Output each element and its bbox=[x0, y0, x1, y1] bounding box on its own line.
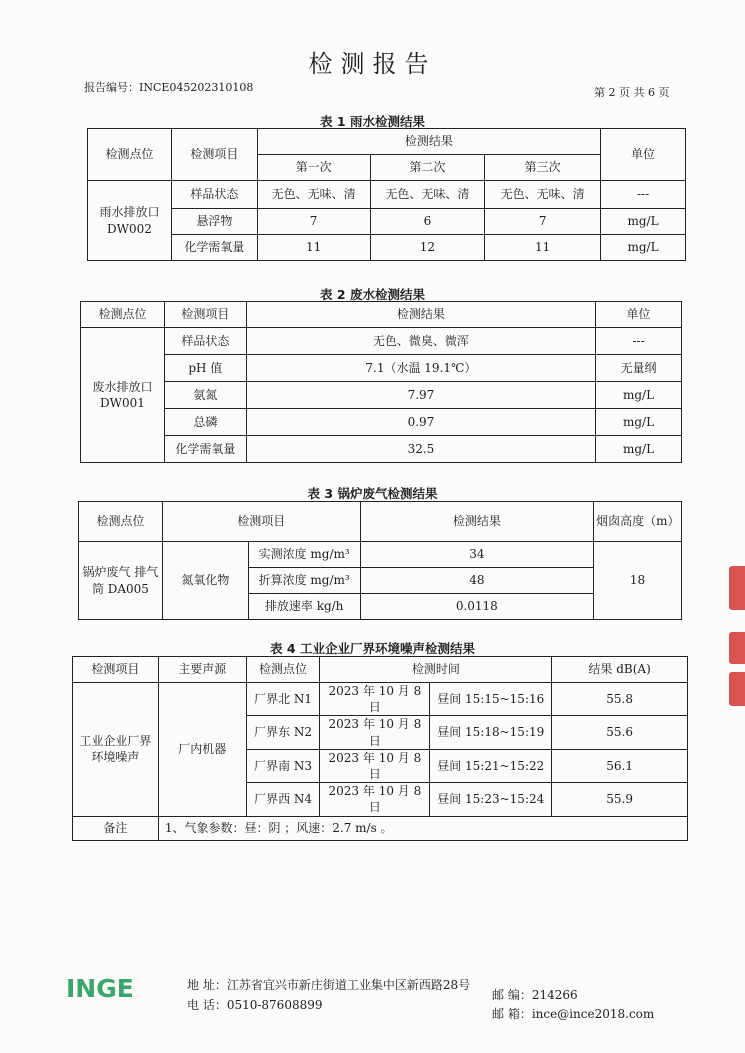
table1-caption: 表 1 雨水检测结果 bbox=[320, 114, 425, 129]
header-round-3: 第三次 bbox=[485, 155, 601, 181]
header-point: 检测点位 bbox=[246, 657, 320, 683]
remark-label: 备注 bbox=[73, 816, 159, 840]
table4-caption: 表 4 工业企业厂界环境噪声检测结果 bbox=[270, 641, 475, 656]
table-cell: 0.0118 bbox=[360, 594, 594, 620]
table-cell: 昼间 15:21~15:22 bbox=[430, 749, 552, 782]
header-item: 检测项目 bbox=[171, 129, 257, 181]
header-source: 主要声源 bbox=[158, 657, 246, 683]
table-cell: 2023 年 10 月 8 日 bbox=[320, 683, 430, 716]
table-cell: 昼间 15:23~15:24 bbox=[430, 783, 552, 816]
table-cell: 34 bbox=[360, 542, 594, 568]
page-info: 第 2 页 共 6 页 bbox=[594, 86, 670, 99]
table-cell: 实测浓度 mg/m³ bbox=[248, 542, 360, 568]
table-cell: 无色、无味、清 bbox=[485, 181, 601, 209]
table-cell: 化学需氧量 bbox=[171, 235, 257, 261]
table-cell: --- bbox=[596, 328, 682, 355]
table-cell: 昼间 15:15~15:16 bbox=[430, 683, 552, 716]
header-result: 检测结果 bbox=[257, 129, 600, 155]
table-cell: 氨氮 bbox=[164, 382, 246, 409]
table-cell: 48 bbox=[360, 568, 594, 594]
header-result: 结果 dB(A) bbox=[552, 657, 688, 683]
header-height: 烟囱高度（m） bbox=[594, 502, 682, 542]
noise-table bbox=[72, 656, 688, 841]
email: 邮 箱：ince@ince2018.com bbox=[492, 1007, 655, 1021]
table-cell: 55.9 bbox=[552, 783, 688, 816]
table3-caption: 表 3 锅炉废气检测结果 bbox=[307, 486, 438, 501]
header-item: 检测项目 bbox=[164, 302, 246, 328]
logo-text: INGE bbox=[66, 974, 134, 1002]
table-cell: 11 bbox=[257, 235, 370, 261]
header-point: 检测点位 bbox=[79, 502, 163, 542]
stamp-fragment bbox=[729, 632, 745, 664]
table-cell: 6 bbox=[370, 209, 485, 235]
remark-text: 1、气象参数：昼：阴 ；风速：2.7 m/s 。 bbox=[158, 816, 687, 840]
boiler-exhaust-table bbox=[78, 501, 682, 620]
header-item: 检测项目 bbox=[73, 657, 159, 683]
table-cell: --- bbox=[601, 181, 686, 209]
table-cell: 0.97 bbox=[246, 409, 595, 436]
table-cell: 无色、无味、清 bbox=[370, 181, 485, 209]
table-cell: mg/L bbox=[601, 209, 686, 235]
table-cell: mg/L bbox=[601, 235, 686, 261]
table-cell: 样品状态 bbox=[164, 328, 246, 355]
phone: 电 话：0510-87608899 bbox=[187, 998, 323, 1012]
header-result: 检测结果 bbox=[246, 302, 595, 328]
sampling-point: 废水排放口 DW001 bbox=[81, 328, 165, 463]
report-number: 报告编号：INCE045202310108 bbox=[84, 81, 254, 94]
address: 地 址：江苏省宜兴市新庄街道工业集中区新西路28号 bbox=[187, 978, 471, 992]
noise-source: 厂内机器 bbox=[158, 683, 246, 817]
sampling-point: 雨水排放口 DW002 bbox=[88, 181, 172, 261]
table-cell: 悬浮物 bbox=[171, 209, 257, 235]
sampling-point: 锅炉废气 排气筒 DA005 bbox=[79, 542, 163, 620]
header-result: 检测结果 bbox=[360, 502, 594, 542]
header-point: 检测点位 bbox=[81, 302, 165, 328]
table-cell: 厂界东 N2 bbox=[246, 716, 320, 749]
table-cell: 昼间 15:18~15:19 bbox=[430, 716, 552, 749]
table-cell: 无量纲 bbox=[596, 355, 682, 382]
table-cell: 56.1 bbox=[552, 749, 688, 782]
table-cell: 2023 年 10 月 8 日 bbox=[320, 716, 430, 749]
table-cell: 厂界南 N3 bbox=[246, 749, 320, 782]
table-cell: 32.5 bbox=[246, 436, 595, 463]
postcode: 邮 编：214266 bbox=[492, 988, 578, 1002]
table2-caption: 表 2 废水检测结果 bbox=[320, 287, 425, 302]
table-cell: 厂界西 N4 bbox=[246, 783, 320, 816]
header-time: 检测时间 bbox=[320, 657, 552, 683]
table-cell: 折算浓度 mg/m³ bbox=[248, 568, 360, 594]
table-cell: mg/L bbox=[596, 436, 682, 463]
header-unit: 单位 bbox=[596, 302, 682, 328]
header-round-2: 第二次 bbox=[370, 155, 485, 181]
table-cell: 无色、无味、清 bbox=[257, 181, 370, 209]
rainwater-table bbox=[87, 128, 686, 261]
table-cell: 12 bbox=[370, 235, 485, 261]
table-cell: 2023 年 10 月 8 日 bbox=[320, 783, 430, 816]
table-cell: 55.6 bbox=[552, 716, 688, 749]
table-cell: 7 bbox=[485, 209, 601, 235]
table-cell: 排放速率 kg/h bbox=[248, 594, 360, 620]
table-cell: 样品状态 bbox=[171, 181, 257, 209]
header-item: 检测项目 bbox=[162, 502, 360, 542]
table-cell: 2023 年 10 月 8 日 bbox=[320, 749, 430, 782]
table-cell: 化学需氧量 bbox=[164, 436, 246, 463]
document-title: 检测报告 bbox=[308, 50, 437, 78]
table-cell: mg/L bbox=[596, 382, 682, 409]
chimney-height: 18 bbox=[594, 542, 682, 620]
table-cell: 7.1（水温 19.1℃） bbox=[246, 355, 595, 382]
table-cell: 7 bbox=[257, 209, 370, 235]
table-cell: 无色、微臭、微浑 bbox=[246, 328, 595, 355]
wastewater-table bbox=[80, 301, 682, 463]
header-point: 检测点位 bbox=[88, 129, 172, 181]
table-cell: 厂界北 N1 bbox=[246, 683, 320, 716]
stamp-fragment bbox=[729, 672, 745, 706]
noise-item: 工业企业厂界环境噪声 bbox=[73, 683, 159, 817]
header-unit: 单位 bbox=[601, 129, 686, 181]
table-cell: 55.8 bbox=[552, 683, 688, 716]
company-logo bbox=[66, 974, 158, 1002]
table-cell: 总磷 bbox=[164, 409, 246, 436]
table-cell: 7.97 bbox=[246, 382, 595, 409]
pollutant: 氮氧化物 bbox=[162, 542, 248, 620]
table-cell: mg/L bbox=[596, 409, 682, 436]
header-round-1: 第一次 bbox=[257, 155, 370, 181]
table-cell: pH 值 bbox=[164, 355, 246, 382]
table-cell: 11 bbox=[485, 235, 601, 261]
stamp-fragment bbox=[729, 566, 745, 610]
